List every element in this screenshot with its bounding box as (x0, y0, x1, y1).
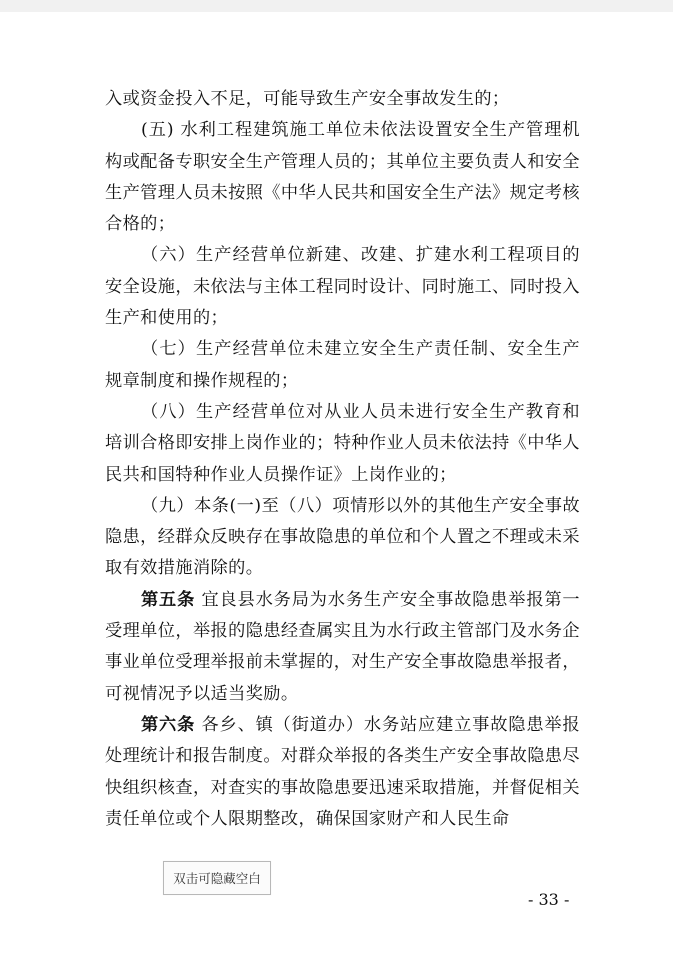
article-6 (105, 710, 580, 835)
viewer-top-band (0, 0, 673, 12)
paragraph-text: （六）生产经营单位新建、改建、扩建水利工程项目的安全设施，未依法与主体工程同时设计、同时施工、同时投入生产和使用的； (105, 245, 580, 329)
paragraph-text: (五) 水利工程建筑施工单位未依法设置安全生产管理机构或配备专职安全生产管理人员的；其单位主要负责人和安全生产管理人员未按照《中华人民共和国安全生产法》规定考核合格的； (105, 120, 580, 235)
paragraph-item-8 (105, 397, 580, 491)
paragraph-item-7 (105, 334, 580, 397)
article-label: 第六条 (141, 714, 196, 735)
paragraph-text: （八）生产经营单位对从业人员未进行安全生产教育和培训合格即安排上岗作业的；特种作业人员未依法持《中华人民共和国特种作业人员操作证》上岗作业的； (105, 401, 580, 485)
article-text: 宜良县水务局为水务生产安全事故隐患举报第一受理单位，举报的隐患经查属实且为水行政主管部门及水务企事业单位受理举报前未掌握的，对生产安全事故隐患举报者，可视情况予以适当奖励。 (105, 589, 581, 704)
paragraph-text: 入或资金投入不足，可能导致生产安全事故发生的； (105, 89, 510, 109)
paragraph-continuation (105, 84, 580, 115)
paragraph-item-6 (105, 240, 580, 334)
article-label: 第五条 (141, 589, 196, 610)
hide-blank-label: 双击可隐藏空白 (173, 871, 261, 886)
document-page (105, 84, 580, 835)
article-text: 各乡、镇（街道办）水务站应建立事故隐患举报处理统计和报告制度。对群众举报的各类生产安全事故隐患尽快组织核查，对查实的事故隐患要迅速采取措施，并督促相关责任单位或个人限期整改，确保国家财产和人民生命 (105, 714, 581, 829)
paragraph-item-5 (105, 115, 580, 240)
hide-blank-button[interactable] (163, 861, 271, 895)
paragraph-item-9 (105, 491, 580, 585)
article-5 (105, 585, 580, 710)
paragraph-text: （九）本条(一)至（八）项情形以外的其他生产安全事故隐患，经群众反映存在事故隐患的单位和个人置之不理或未采取有效措施消除的。 (105, 495, 580, 579)
page-number: - 33 - (528, 890, 570, 909)
paragraph-text: （七）生产经营单位未建立安全生产责任制、安全生产规章制度和操作规程的； (105, 339, 580, 391)
